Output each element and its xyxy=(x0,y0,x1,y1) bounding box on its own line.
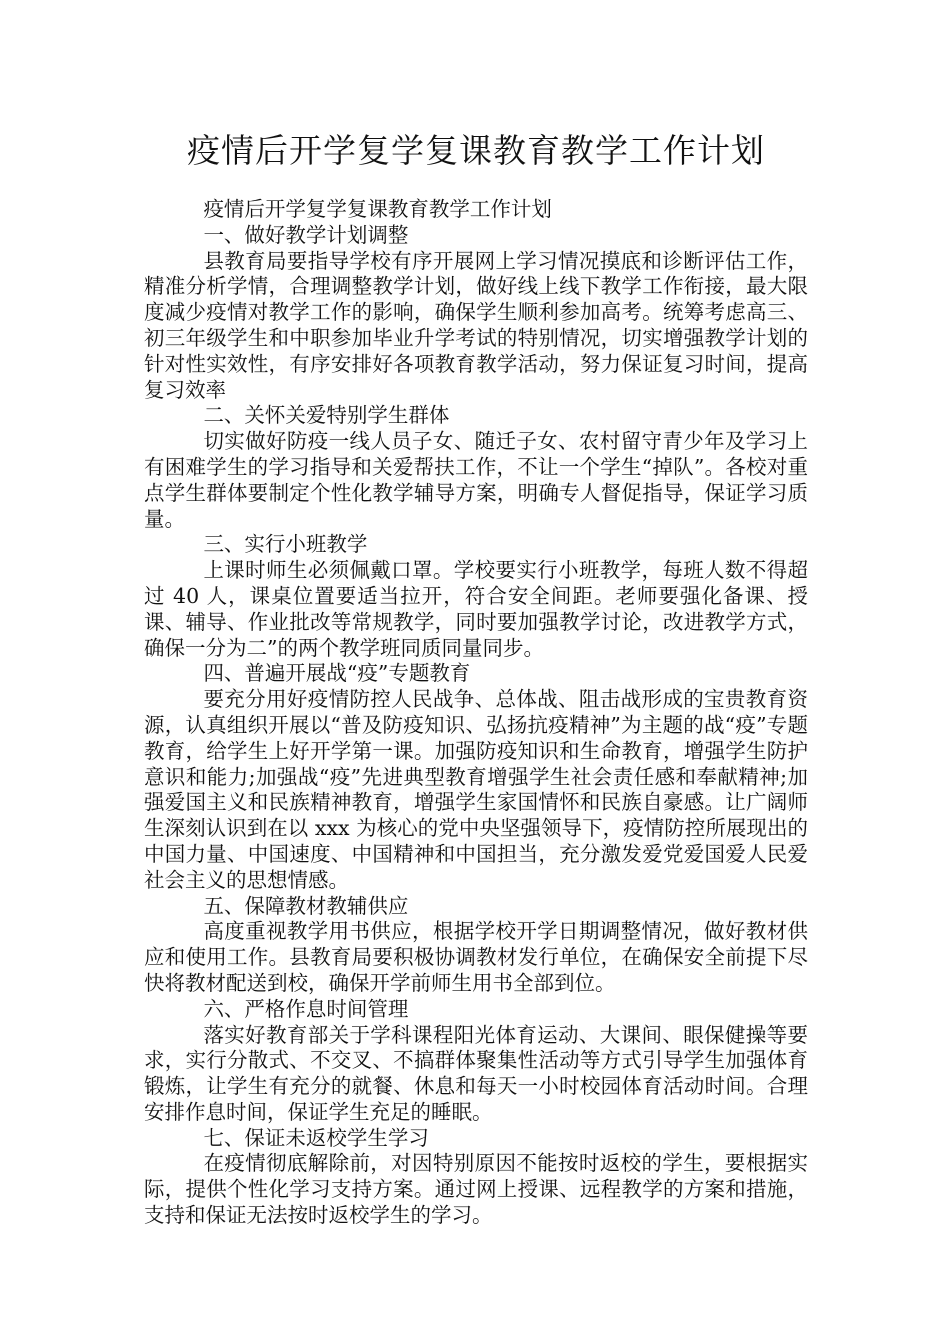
section-heading-7: 七、保证未返校学生学习 xyxy=(203,1125,429,1150)
section-body-1: 县教育局要指导学校有序开展网上学习情况摸底和诊断评估工作，精准分析学情，合理调整教学计划，做好线上线下教学工作衔接，最大限度减少疫情对教学工作的影响，确保学生顺利参加高考。统筹考虑高三、初三年级学生和中职参加毕业升学考试的特别情况，切实增强教学计划的针对性实效性，有序安排好各项教育教学活动，努力保证复习时间，提高复习效率 xyxy=(144,248,808,402)
subtitle-line: 疫情后开学复学复课教育教学工作计划 xyxy=(203,197,552,221)
section-heading-3: 三、实行小班教学 xyxy=(203,532,368,557)
document-page xyxy=(144,128,808,1229)
section-body-6: 落实好教育部关于学科课程阳光体育运动、大课间、眼保健操等要求，实行分散式、不交叉、不搞群体聚集性活动等方式引导学生加强体育锻炼，让学生有充分的就餐、休息和每天一小时校园体育活动时间。合理安排作息时间，保证学生充足的睡眠。 xyxy=(144,1022,808,1124)
document-title: 疫情后开学复学复课教育教学工作计划 xyxy=(187,131,765,170)
section-body-3: 上课时师生必须佩戴口罩。学校要实行小班教学，每班人数不得超过 40 人，课桌位置要适当拉开，符合安全间距。老师要强化备课、授课、辅导、作业批改等常规教学，同时要加强教学讨论，改进教学方式，确保一分为二”的两个教学班同质同量同步。 xyxy=(144,558,808,660)
document-body xyxy=(144,197,808,1229)
section-heading-4: 四、普遍开展战“疫”专题教育 xyxy=(203,661,471,686)
section-heading-5: 五、保障教材教辅供应 xyxy=(203,893,409,918)
section-heading-2: 二、关怀关爱特别学生群体 xyxy=(203,403,450,428)
section-body-2: 切实做好防疫一线人员子女、随迁子女、农村留守青少年及学习上有困难学生的学习指导和关爱帮扶工作，不让一个学生“掉队”。各校对重点学生群体要制定个性化教学辅导方案，明确专人督促指导，保证学习质量。 xyxy=(144,429,808,531)
section-body-4: 要充分用好疫情防控人民战争、总体战、阻击战形成的宝贵教育资源，认真组织开展以“普及防疫知识、弘扬抗疫精神”为主题的战“疫”专题教育，给学生上好开学第一课。加强防疫知识和生命教育，增强学生防护意识和能力;加强战“疫”先进典型教育增强学生社会责任感和奉献精神;加强爱国主义和民族精神教育，增强学生家国情怀和民族自豪感。让广阔师生深刻认识到在以 xxx 为核心的党中央坚强领导下，疫情防控所展现出的中国力量、中国速度、中国精神和中国担当，充分激发爱党爱国爱人民爱社会主义的思想情感。 xyxy=(144,687,808,892)
section-body-5: 高度重视教学用书供应，根据学校开学日期调整情况，做好教材供应和使用工作。县教育局要积极协调教材发行单位，在确保安全前提下尽快将教材配送到校，确保开学前师生用书全部到位。 xyxy=(144,919,808,995)
section-heading-6: 六、严格作息时间管理 xyxy=(203,996,409,1021)
section-heading-1: 一、做好教学计划调整 xyxy=(203,222,409,247)
section-body-7: 在疫情彻底解除前，对因特别原因不能按时返校的学生，要根据实际，提供个性化学习支持方案。通过网上授课、远程教学的方案和措施，支持和保证无法按时返校学生的学习。 xyxy=(144,1151,808,1228)
